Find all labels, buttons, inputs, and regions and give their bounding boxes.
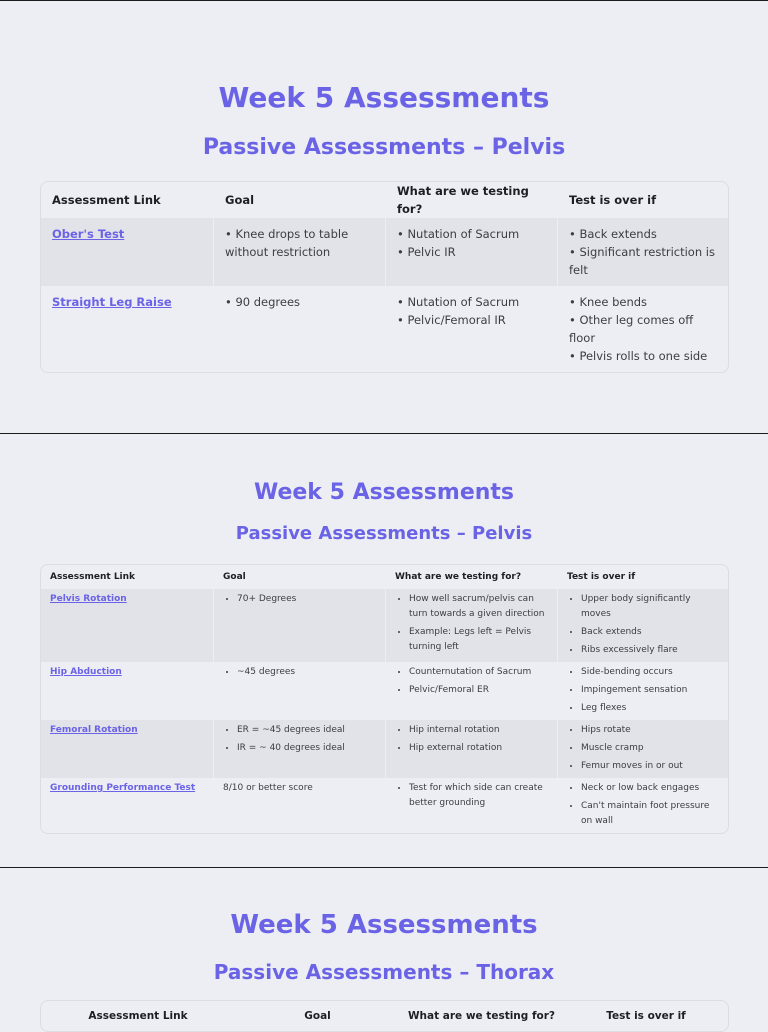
header-goal: Goal <box>213 565 385 589</box>
list-item: • Significant restriction is felt <box>569 245 715 277</box>
slide-1 <box>0 0 768 433</box>
list-item: • Neck or low back engages <box>581 781 719 796</box>
table-row <box>41 720 728 778</box>
table-row <box>41 778 728 833</box>
header-test-over-if: Test is over if <box>557 565 728 589</box>
slide-2 <box>0 433 768 867</box>
page-title: Week 5 Assessments <box>218 81 550 114</box>
table-row <box>41 286 728 372</box>
table-header-row <box>41 565 728 589</box>
list-item: • Ribs excessively flare <box>581 643 719 658</box>
list-item: • Back extends <box>581 625 719 640</box>
list-item: • ~45 degrees <box>237 665 376 680</box>
list-item: • IR = ~ 40 degrees ideal <box>237 741 376 756</box>
goal-text: 8/10 or better score <box>213 778 385 833</box>
list-item: • Test for which side can create better grounding <box>409 781 548 811</box>
header-goal: Goal <box>235 1001 399 1031</box>
list-item: • Upper body significantly moves <box>581 592 719 622</box>
list-item: • Hips rotate <box>581 723 719 738</box>
list-item: • Knee drops to table without restriction <box>225 227 349 259</box>
list-item: • Femur moves in or out <box>581 759 719 774</box>
page-title: Week 5 Assessments <box>253 480 515 505</box>
table-row <box>41 589 728 662</box>
femoral-rotation-link[interactable]: Femoral Rotation <box>50 725 138 735</box>
page-subtitle: Passive Assessments – Thorax <box>213 960 555 984</box>
list-item: • ER = ~45 degrees ideal <box>237 723 376 738</box>
list-item: • Can't maintain foot pressure on wall <box>581 799 719 829</box>
header-test-over-if: Test is over if <box>563 1001 728 1031</box>
list-item: • Pelvic IR <box>397 245 456 259</box>
list-item: • Side-bending occurs <box>581 665 719 680</box>
table-header-row <box>41 1001 728 1031</box>
list-item: • Nutation of Sacrum <box>397 295 520 309</box>
header-testing-for: What are we testing for? <box>385 565 557 589</box>
list-item: • Counternutation of Sacrum <box>409 665 548 680</box>
header-assessment-link: Assessment Link <box>52 193 161 207</box>
header-testing-for: What are we testing for? <box>385 182 557 218</box>
assessment-table <box>40 181 729 373</box>
table-header-row <box>41 182 728 218</box>
list-item: • Hip internal rotation <box>409 723 548 738</box>
list-item: • Pelvic/Femoral IR <box>397 313 506 327</box>
header-assessment-link: Assessment Link <box>88 1010 188 1022</box>
header-assessment-link: Assessment Link <box>50 571 136 582</box>
list-item: • Back extends <box>569 227 657 241</box>
assessment-table <box>40 1000 729 1032</box>
list-item: • Impingement sensation <box>581 683 719 698</box>
page-subtitle: Passive Assessments – Pelvis <box>235 523 533 544</box>
page-title: Week 5 Assessments <box>230 910 538 940</box>
list-item: • 70+ Degrees <box>237 592 376 607</box>
list-item: • How well sacrum/pelvis can turn towards a given direction <box>409 592 548 622</box>
table-row <box>41 218 728 286</box>
list-item: • Knee bends <box>569 295 648 309</box>
header-test-over-if: Test is over if <box>557 182 728 218</box>
slide-3 <box>0 867 768 1024</box>
list-item: • Pelvis rolls to one side <box>569 349 708 363</box>
list-item: • Nutation of Sacrum <box>397 227 520 241</box>
assessment-table <box>40 564 729 834</box>
list-item: • Example: Legs left = Pelvis turning left <box>409 625 548 655</box>
header-goal: Goal <box>213 182 385 218</box>
hip-abduction-link[interactable]: Hip Abduction <box>50 667 122 677</box>
list-item: • 90 degrees <box>225 295 301 309</box>
table-row <box>41 662 728 720</box>
pelvis-rotation-link[interactable]: Pelvis Rotation <box>50 594 127 604</box>
list-item: • Leg flexes <box>581 701 719 716</box>
list-item: • Hip external rotation <box>409 741 548 756</box>
obers-test-link[interactable]: Ober's Test <box>52 227 125 241</box>
page-subtitle: Passive Assessments – Pelvis <box>202 135 566 160</box>
list-item: • Pelvic/Femoral ER <box>409 683 548 698</box>
header-testing-for: What are we testing for? <box>399 1001 563 1031</box>
list-item: • Muscle cramp <box>581 741 719 756</box>
list-item: • Other leg comes off floor <box>569 313 694 345</box>
straight-leg-raise-link[interactable]: Straight Leg Raise <box>52 295 172 309</box>
grounding-performance-test-link[interactable]: Grounding Performance Test <box>50 783 196 793</box>
